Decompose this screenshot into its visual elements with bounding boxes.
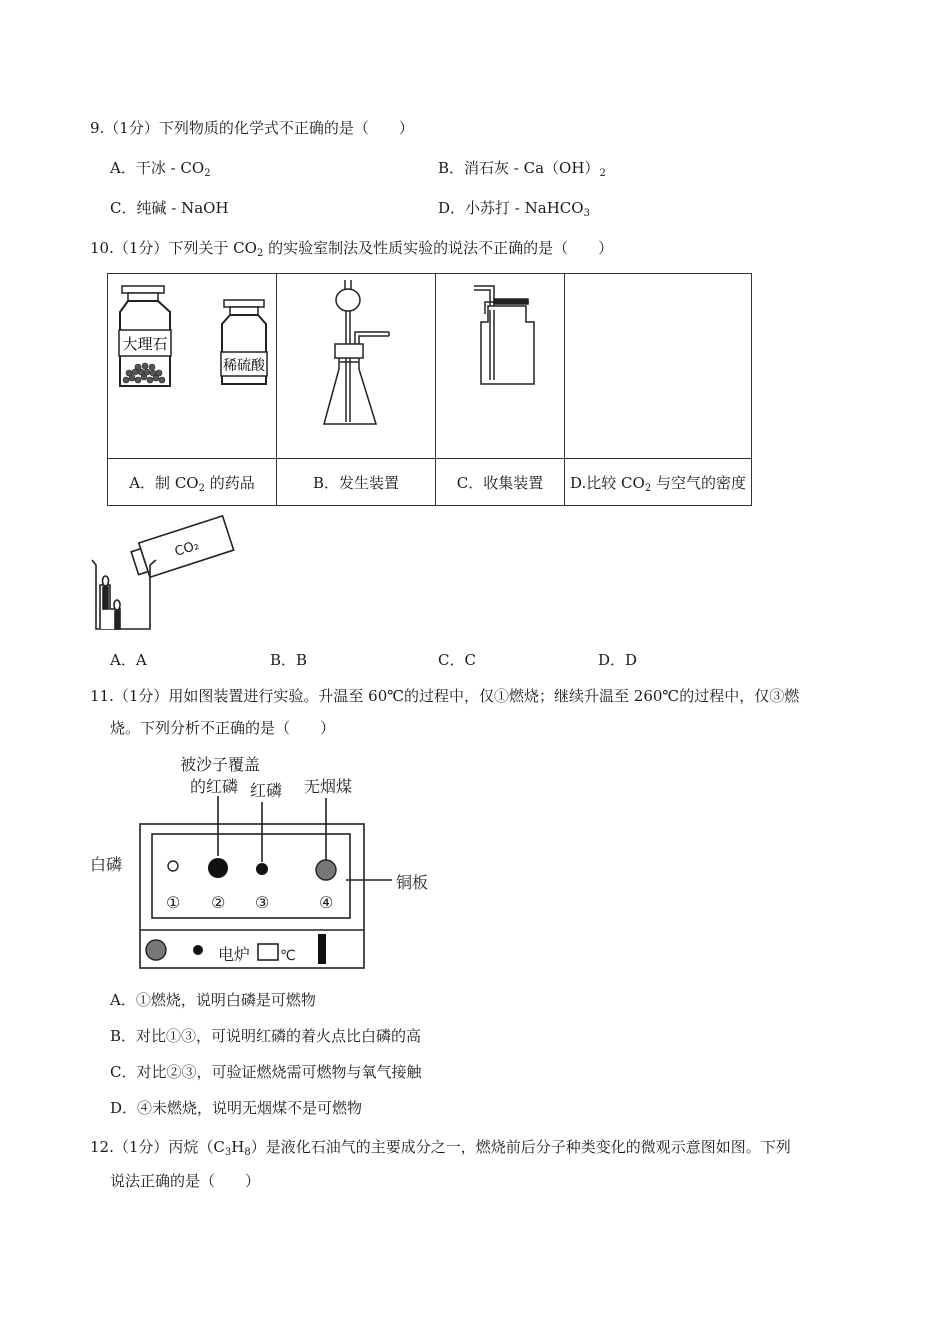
sample-number-3: ③ [255,893,270,912]
q11-stem-line2: 烧。下列分析不正确的是（ ） [110,719,336,737]
co2-label: CO₂ [173,537,202,560]
generator-apparatus-figure [277,274,435,454]
candle-stand [100,576,120,629]
q10-caption-a: A．制 $CO_2$ 的药品 [108,459,277,506]
degree-sign: ℃ [280,948,296,964]
sample-4-coal [316,860,336,880]
q10-cell-d-image [565,274,752,459]
q11-stem-line1: 11.（1分）用如图装置进行实验。升温至 60℃的过程中，仅①燃烧；继续升温至 260℃的过程中，仅③燃 [90,687,800,705]
sample-3-red-phosphorus [256,863,268,875]
label-sand-red-phosphorus-2: 的红磷 [190,777,239,796]
q9-option-c: C．纯碱 - NaOH [110,199,229,217]
q10-cell-b-image [277,274,436,459]
sample-number-4: ④ [319,893,334,912]
stove-switch [318,934,326,964]
q11-option-c: C．对比②③，可验证燃烧需可燃物与氧气接触 [110,1063,422,1081]
q9-option-d: D．小苏打 - NaHCO$_3$ [438,199,590,219]
q12-stem-line2: 说法正确的是（ ） [110,1172,261,1190]
erlenmeyer-flask [324,280,389,424]
sample-1-white-phosphorus [168,861,178,871]
marble-bottle [119,286,171,386]
q10-caption-d: D.比较 $CO_2$ 与空气的密度 [565,459,752,506]
label-copper-plate: 铜板 [396,873,429,892]
label-white-phosphorus: 白磷 [90,855,123,874]
stove-indicator [193,945,203,955]
temperature-display [258,944,278,960]
q11-option-d: D．④未燃烧，说明无烟煤不是可燃物 [110,1099,363,1117]
acid-bottle [221,300,267,384]
label-electric-stove: 电炉 [218,945,251,964]
q9-option-b: B．消石灰 - $Ca(OH)_2$ [438,159,606,179]
q10-table [107,273,752,506]
sample-2-covered-red-phosphorus [208,858,228,878]
q10-choice-b: B．B [270,651,308,669]
q11-option-b: B．对比①③，可说明红磷的着火点比白磷的高 [110,1027,422,1045]
q9-option-a: A．干冰 - $CO_2$ [110,159,211,179]
q10-caption-c: C．收集装置 [436,459,565,506]
q10-caption-b: B．发生装置 [277,459,436,506]
q10-cell-c-image [436,274,565,459]
stove-knob [146,940,166,960]
q10-stem: 10.（1分）下列关于 $CO_2$ 的实验室制法及性质实验的说法不正确的是（ ） [90,239,614,259]
label-coal: 无烟煤 [304,777,353,796]
q10-choice-c: C．C [438,651,476,669]
label-sand-red-phosphorus-1: 被沙子覆盖 [180,755,261,774]
acid-label: 稀硫酸 [223,358,265,374]
marble-label: 大理石 [122,335,168,353]
q11-option-a: A．①燃烧，说明白磷是可燃物 [110,991,316,1009]
combustion-apparatus-figure [86,748,446,973]
collection-bottle-figure [436,274,564,454]
sample-number-2: ② [211,893,226,912]
co2-gas-bottle [129,516,233,581]
sample-number-1: ① [166,893,181,912]
q10-choice-a: A．A [110,651,147,669]
q12-stem-line1: 12.（1分）丙烷$(C_3H_8)$是液化石油气的主要成分之一，燃烧前后分子种类变化的微观示意图如图。下列 [90,1138,791,1158]
reagent-bottles-figure [108,274,276,454]
q9-stem: 9.（1分）下列物质的化学式不正确的是（ ） [90,119,414,137]
co2-pouring-figure [86,505,246,635]
q10-choice-d: D．D [598,651,638,669]
label-red-phosphorus: 红磷 [250,781,283,800]
q10-cell-a-image [108,274,277,459]
